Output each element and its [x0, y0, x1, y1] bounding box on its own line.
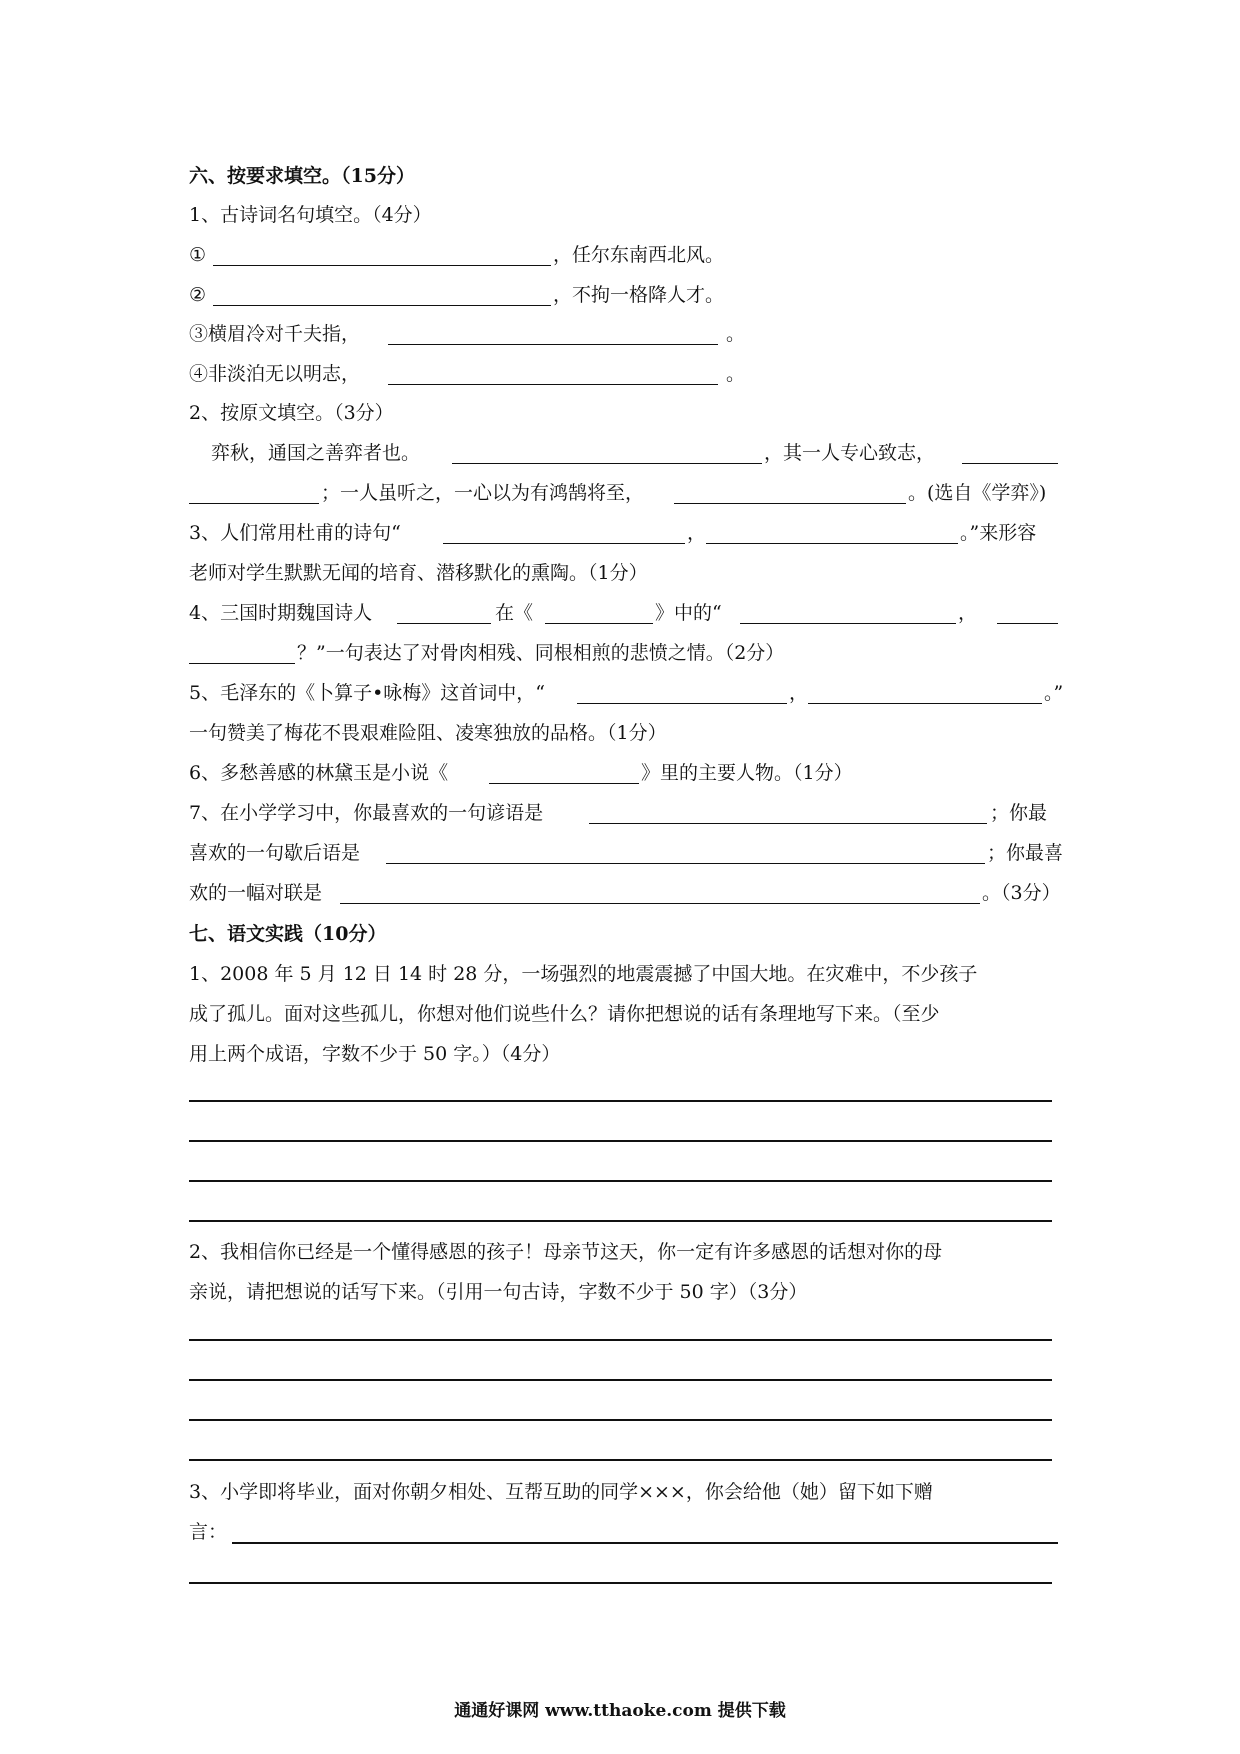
blank-4-4[interactable]	[997, 623, 1058, 624]
section-7-title: 七、语文实践（10分）	[189, 923, 387, 945]
q3-line1-a: 3、人们常用杜甫的诗句“	[189, 522, 401, 544]
q2-line2-a: ；一人虽听之，一心以为有鸿鹄将至，	[321, 482, 645, 504]
blank-4-5[interactable]	[189, 663, 295, 664]
blank-2-2[interactable]	[962, 463, 1058, 464]
q3-line1-b: ，	[687, 522, 707, 544]
answer-line[interactable]	[189, 1379, 1052, 1381]
q5-line2: 一句赞美了梅花不畏艰难险阻、凌寒独放的品格。（1分）	[189, 722, 667, 744]
q5-line1-b: ，	[789, 682, 809, 704]
blank-7-1[interactable]	[589, 823, 987, 824]
answer-line[interactable]	[189, 1419, 1052, 1421]
blank-4-1[interactable]	[397, 623, 491, 624]
answer-line[interactable]	[189, 1180, 1052, 1182]
q7-line2-a: 喜欢的一句歇后语是	[189, 842, 361, 864]
s7-q2-line1: 2、我相信你已经是一个懂得感恩的孩子！母亲节这天，你一定有许多感恩的话想对你的母	[189, 1241, 943, 1263]
blank-2-4[interactable]	[674, 503, 906, 504]
answer-line[interactable]	[189, 1582, 1052, 1584]
q6-text-a: 6、多愁善感的林黛玉是小说《	[189, 762, 449, 784]
q5-line1-a: 5、毛泽东的《卜算子•咏梅》这首词中，“	[189, 682, 546, 704]
q2-line1-a: 弈秋，通国之善弈者也。	[211, 442, 421, 464]
answer-line[interactable]	[189, 1339, 1052, 1341]
blank-2-3[interactable]	[189, 503, 319, 504]
q3-line2: 老师对学生默默无闻的培育、潜移默化的熏陶。（1分）	[189, 562, 648, 584]
blank-3-2[interactable]	[706, 543, 958, 544]
q7-line1-a: 7、在小学学习中，你最喜欢的一句谚语是	[189, 802, 544, 824]
q4-line1-c: 》中的“	[655, 602, 722, 624]
blank-5-2[interactable]	[808, 703, 1042, 704]
q7-line2-b: ；你最喜	[987, 842, 1064, 864]
q6-text-b: 》里的主要人物。（1分）	[641, 762, 853, 784]
item-2-text: ，不拘一格降人才。	[553, 284, 725, 306]
question-2-title: 2、按原文填空。（3分）	[189, 402, 394, 424]
blank-3-1[interactable]	[443, 543, 685, 544]
q2-line1-b: ，其一人专心致志，	[764, 442, 936, 464]
answer-line[interactable]	[189, 1140, 1052, 1142]
answer-line[interactable]	[189, 1100, 1052, 1102]
section-6-title: 六、按要求填空。（15分）	[189, 165, 415, 187]
answer-line[interactable]	[189, 1459, 1052, 1461]
q4-line1-d: ，	[958, 602, 978, 624]
s7-q1-line2: 成了孤儿。面对这些孤儿，你想对他们说些什么？请你把想说的话有条理地写下来。（至少	[189, 1003, 940, 1025]
blank-7-2[interactable]	[386, 863, 985, 864]
q4-line2: ？”一句表达了对骨肉相残、同根相煎的悲愤之情。（2分）	[297, 642, 785, 664]
blank-1-4[interactable]	[388, 384, 718, 385]
blank-1-3[interactable]	[388, 344, 718, 345]
blank-5-1[interactable]	[577, 703, 787, 704]
answer-line[interactable]	[189, 1220, 1052, 1222]
blank-6-1[interactable]	[489, 783, 639, 784]
item-3-text: ③横眉冷对千夫指，	[189, 323, 361, 345]
blank-4-3[interactable]	[740, 623, 956, 624]
blank-s7-q3[interactable]	[232, 1542, 1058, 1544]
q7-line3-b: 。（3分）	[982, 882, 1061, 904]
q3-line1-c: 。”来形容	[960, 522, 1037, 544]
item-4-text: ④非淡泊无以明志，	[189, 363, 361, 385]
blank-1-2[interactable]	[213, 305, 551, 306]
blank-7-3[interactable]	[340, 903, 980, 904]
s7-q1-line1: 1、2008 年 5 月 12 日 14 时 28 分，一场强烈的地震震撼了中国大地。在灾难中，不少孩子	[189, 963, 978, 985]
question-1-title: 1、古诗词名句填空。（4分）	[189, 204, 432, 226]
s7-q3-line2: 言：	[189, 1521, 228, 1543]
q7-line1-b: ；你最	[990, 802, 1048, 824]
blank-4-2[interactable]	[545, 623, 653, 624]
q2-line2-b: 。(选自《学弈》)	[908, 482, 1047, 504]
item-2-marker: ②	[189, 284, 207, 306]
footer-credit: 通通好课网 www.tthaoke.com 提供下载	[454, 1701, 786, 1721]
s7-q3-line1: 3、小学即将毕业，面对你朝夕相处、互帮互助的同学×××，你会给他（她）留下如下赠	[189, 1481, 933, 1503]
item-4-end: 。	[726, 363, 746, 385]
q5-line1-c: 。”	[1044, 682, 1064, 704]
item-3-end: 。	[726, 323, 746, 345]
blank-2-1[interactable]	[452, 463, 762, 464]
q4-line1-b: 在《	[495, 602, 534, 624]
item-1-text: ，任尔东南西北风。	[553, 244, 725, 266]
s7-q2-line2: 亲说，请把想说的话写下来。（引用一句古诗，字数不少于 50 字）（3分）	[189, 1281, 808, 1303]
q7-line3-a: 欢的一幅对联是	[189, 882, 323, 904]
item-1-marker: ①	[189, 244, 207, 266]
blank-1-1[interactable]	[213, 265, 551, 266]
q4-line1-a: 4、三国时期魏国诗人	[189, 602, 373, 624]
s7-q1-line3: 用上两个成语，字数不少于 50 字。）（4分）	[189, 1043, 561, 1065]
